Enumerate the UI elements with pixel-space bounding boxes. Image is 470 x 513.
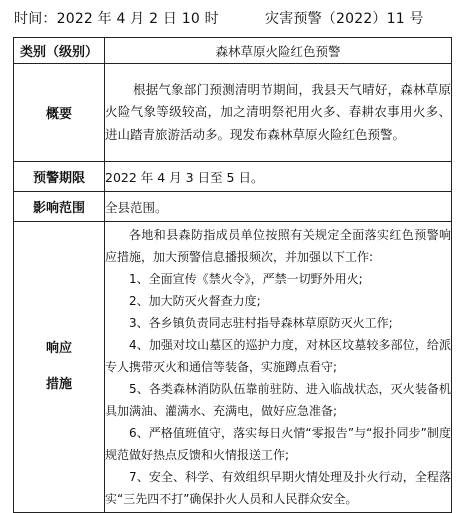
overview-text: 根据气象部门预测清明节期间，我县天气晴好，森林草原火险气象等级较高，加之清明祭祀用火多、春耕农事用火多、进山踏青旅游活动多。现发布森林草原火险红色预警。: [105, 81, 451, 142]
measure-item: 1、全面宣传《禁火令》，严禁一切野外用火;: [129, 272, 363, 286]
category-label: 类别（级别）: [14, 38, 105, 64]
row-measures: [14, 222, 452, 513]
measures-content: [105, 222, 452, 513]
document-header: [0, 4, 470, 34]
measures-intro: 各地和县森防指成员单位按照有关规定全面落实红色预警响应措施，加大预警信息播报频次，并加强以下工作:: [105, 228, 451, 264]
measures-label-line1: 响应: [45, 341, 72, 356]
scope-label: 影响范围: [14, 192, 105, 222]
measures-label-line2: 措施: [45, 377, 72, 392]
period-value: 2022 年 4 月 3 日至 5 日。: [105, 162, 452, 192]
alert-table: [13, 37, 452, 513]
measure-item: 7、安全、科学、有效组织早期火情处理及扑火行动，全程落实“三先四不打”确保扑火人员和人民群众安全。: [105, 470, 451, 506]
measure-item: 5、各类森林消防队伍靠前驻防、进入临战状态，灭火装备机具加满油、灌满水、充满电，做好应急准备;: [105, 382, 451, 418]
row-scope: [14, 192, 452, 222]
category-value: 森林草原火险红色预警: [105, 38, 452, 64]
measure-item: 4、加强对坟山墓区的巡护力度，对林区坟墓较多部位，给派专人携带灭火和通信等装备，实施蹲点看守;: [105, 338, 451, 374]
measure-item: 3、各乡镇负责同志驻村指导森林草原防灭火工作;: [129, 316, 393, 330]
row-overview: [14, 64, 452, 162]
overview-label: 概要: [14, 64, 105, 162]
scope-value: 全县范围。: [105, 192, 452, 222]
measure-item: 2、加大防灭火督查力度;: [129, 294, 261, 308]
row-period: [14, 162, 452, 192]
measure-item: 6、严格值班值守，落实每日火情“零报告”与“报扑同步”制度规范做好热点反馈和火情报送工作;: [105, 426, 451, 462]
issue-time: 时间：2022 年 4 月 2 日 10 时: [14, 11, 219, 27]
row-category: [14, 38, 452, 64]
period-label: 预警期限: [14, 162, 105, 192]
measures-label: [14, 222, 105, 513]
alert-code: 灾害预警（2022）11 号: [265, 11, 424, 27]
